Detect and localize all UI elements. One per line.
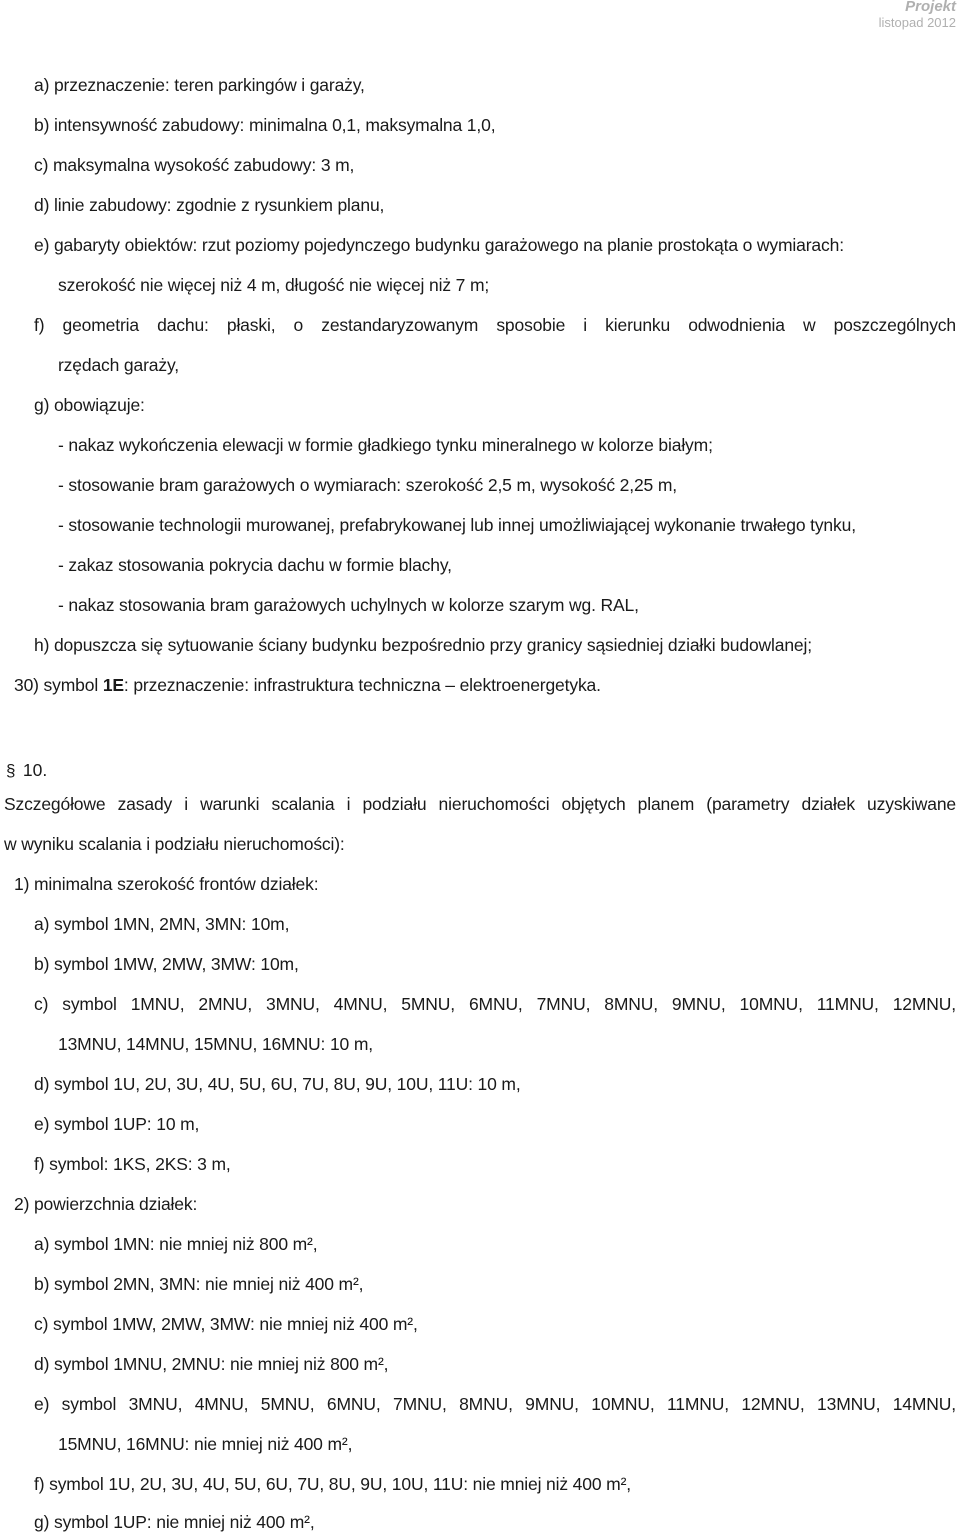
point-2e-line2: 15MNU, 16MNU: nie mniej niż 400 m²,: [58, 1434, 353, 1454]
item-f-line2: rzędach garaży,: [58, 355, 179, 375]
point-1: 1) minimalna szerokość frontów działek:: [14, 874, 319, 894]
item-g-bullet-2: - stosowanie bram garażowych o wymiarach: szerokość 2,5 m, wysokość 2,25 m,: [58, 475, 677, 495]
section-intro-line1: Szczegółowe zasady i warunki scalania i podziału nieruchomości objętych planem (parametry działek uzyskiwane: [4, 794, 956, 814]
item-d: d) linie zabudowy: zgodnie z rysunkiem planu,: [34, 195, 385, 215]
section-number: 10.: [18, 760, 48, 780]
point-2e-line1: e) symbol 3MNU, 4MNU, 5MNU, 6MNU, 7MNU, 8MNU, 9MNU, 10MNU, 11MNU, 12MNU, 13MNU, 14MNU,: [34, 1394, 956, 1414]
item-f-line1: f) geometria dachu: płaski, o zestandaryzowanym sposobie i kierunku odwodnienia w poszczególnych: [34, 315, 956, 335]
item-g-bullet-3: - stosowanie technologii murowanej, prefabrykowanej lub innej umożliwiającej wykonanie trwałego tynku,: [58, 515, 856, 535]
item-g-bullet-1: - nakaz wykończenia elewacji w formie gładkiego tynku mineralnego w kolorze białym;: [58, 435, 713, 455]
item-e-line2: szerokość nie więcej niż 4 m, długość nie więcej niż 7 m;: [58, 275, 490, 295]
section-heading: [6, 759, 47, 782]
point-1d: d) symbol 1U, 2U, 3U, 4U, 5U, 6U, 7U, 8U, 9U, 10U, 11U: 10 m,: [34, 1074, 521, 1094]
item-b: b) intensywność zabudowy: minimalna 0,1, maksymalna 1,0,: [34, 115, 496, 135]
point-2g: g) symbol 1UP: nie mniej niż 400 m²,: [34, 1512, 315, 1532]
point-2f: f) symbol 1U, 2U, 3U, 4U, 5U, 6U, 7U, 8U, 9U, 10U, 11U: nie mniej niż 400 m²,: [34, 1474, 631, 1494]
item-30-prefix: 30) symbol: [14, 675, 103, 695]
item-30-suffix: : przeznaczenie: infrastruktura techniczna – elektroenergetyka.: [123, 675, 601, 695]
item-30-symbol: 1E: [102, 675, 124, 695]
paragraph-sign-icon: §: [6, 761, 16, 780]
item-h: h) dopuszcza się sytuowanie ściany budynku bezpośrednio przy granicy sąsiedniej działki budowlanej;: [34, 635, 812, 655]
point-1c-line2: 13MNU, 14MNU, 15MNU, 16MNU: 10 m,: [58, 1034, 373, 1054]
item-g-bullet-5: - nakaz stosowania bram garażowych uchylnych w kolorze szarym wg. RAL,: [58, 595, 639, 615]
point-1f: f) symbol: 1KS, 2KS: 3 m,: [34, 1154, 231, 1174]
point-2a: a) symbol 1MN: nie mniej niż 800 m²,: [34, 1234, 318, 1254]
point-2b: b) symbol 2MN, 3MN: nie mniej niż 400 m²,: [34, 1274, 364, 1294]
header-date: listopad 2012: [878, 15, 956, 30]
point-1c-line1: c) symbol 1MNU, 2MNU, 3MNU, 4MNU, 5MNU, 6MNU, 7MNU, 8MNU, 9MNU, 10MNU, 11MNU, 12MNU,: [34, 994, 956, 1014]
point-2d: d) symbol 1MNU, 2MNU: nie mniej niż 800 m²,: [34, 1354, 389, 1374]
item-30: [14, 674, 601, 696]
item-g: g) obowiązuje:: [34, 395, 145, 415]
section-intro-line2: w wyniku scalania i podziału nieruchomości):: [4, 834, 345, 854]
item-g-bullet-4: - zakaz stosowania pokrycia dachu w formie blachy,: [58, 555, 452, 575]
point-2: 2) powierzchnia działek:: [14, 1194, 198, 1214]
point-1e: e) symbol 1UP: 10 m,: [34, 1114, 200, 1134]
item-e-line1: e) gabaryty obiektów: rzut poziomy pojedynczego budynku garażowego na planie prostokąta o wymiarach:: [34, 235, 844, 255]
point-2c: c) symbol 1MW, 2MW, 3MW: nie mniej niż 400 m²,: [34, 1314, 418, 1334]
item-a: a) przeznaczenie: teren parkingów i garaży,: [34, 75, 365, 95]
header-title: Projekt: [905, 0, 956, 15]
point-1b: b) symbol 1MW, 2MW, 3MW: 10m,: [34, 954, 299, 974]
item-c: c) maksymalna wysokość zabudowy: 3 m,: [34, 155, 355, 175]
point-1a: a) symbol 1MN, 2MN, 3MN: 10m,: [34, 914, 290, 934]
